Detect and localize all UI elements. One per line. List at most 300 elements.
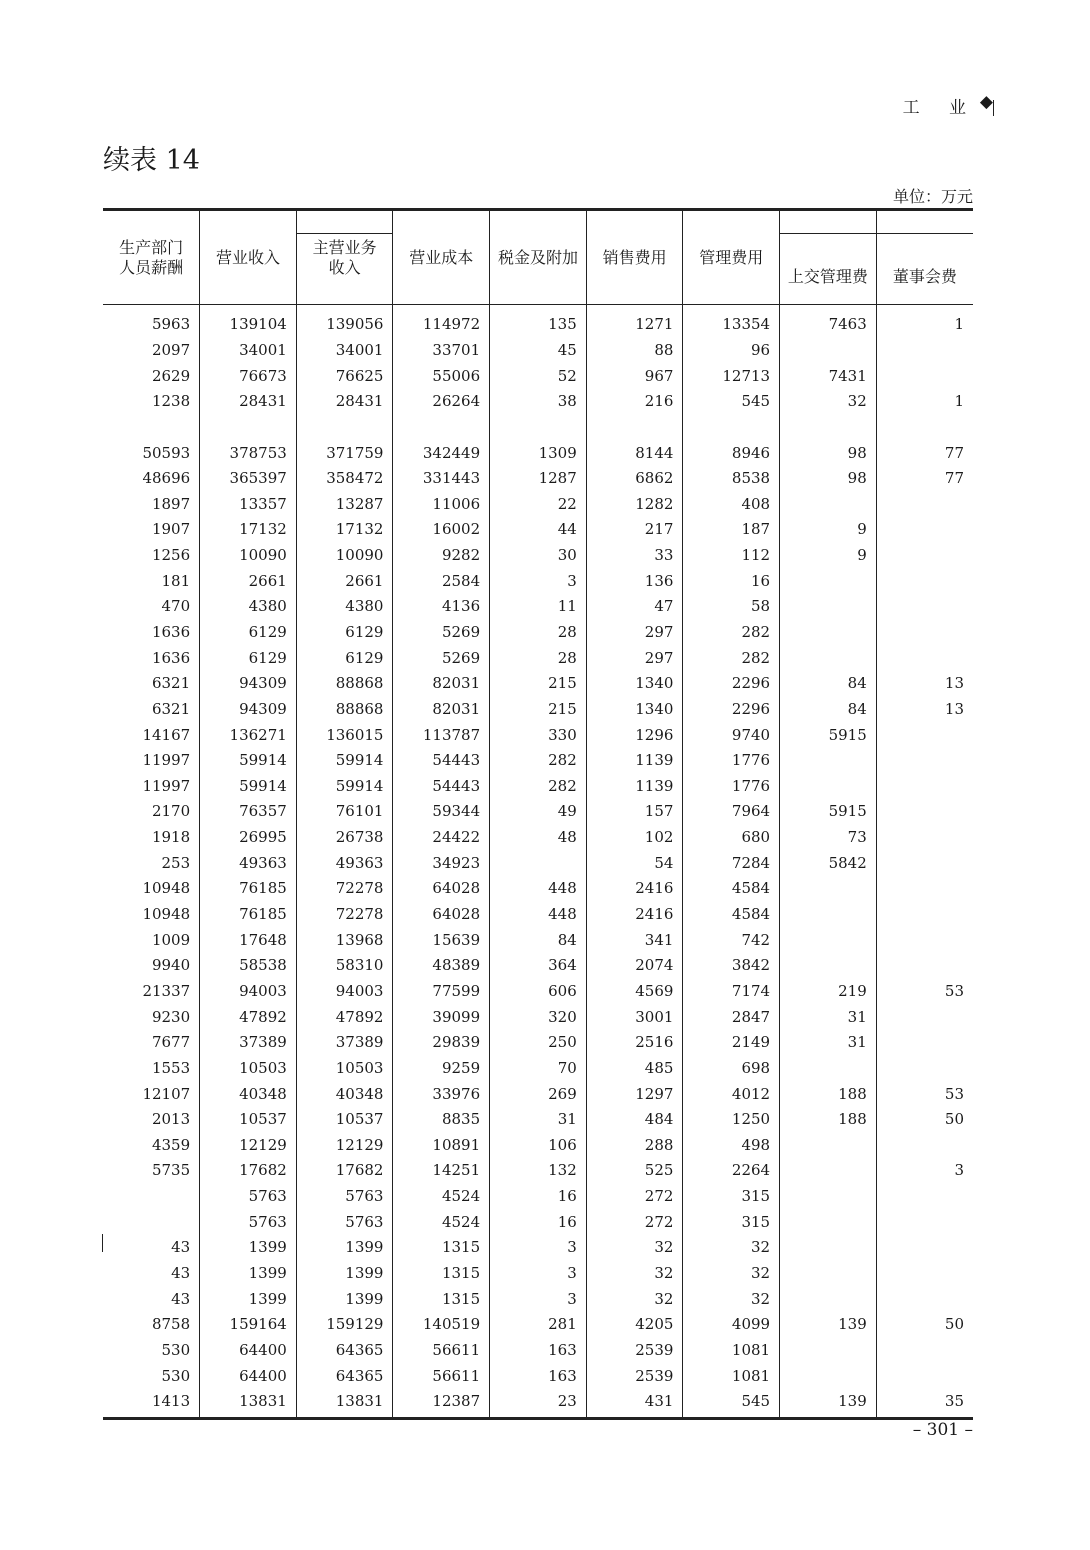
table-cell: 12129 — [296, 1133, 393, 1159]
table-cell — [876, 1056, 973, 1082]
table-cell — [876, 645, 973, 671]
table-cell: 219 — [780, 979, 877, 1005]
table-cell: 26738 — [296, 825, 393, 851]
table-row — [103, 1235, 973, 1261]
table-row — [103, 1107, 973, 1133]
table-row — [103, 363, 973, 389]
table-cell: 1081 — [683, 1338, 780, 1364]
table-cell: 5269 — [393, 645, 490, 671]
table-cell: 44 — [490, 517, 587, 543]
table-row — [103, 1209, 973, 1235]
table-cell — [876, 799, 973, 825]
table-cell — [780, 568, 877, 594]
table-cell: 1399 — [296, 1261, 393, 1287]
table-row — [103, 927, 973, 953]
table-row — [103, 722, 973, 748]
table-cell: 50 — [876, 1312, 973, 1338]
table-cell: 5269 — [393, 620, 490, 646]
table-cell: 139 — [780, 1389, 877, 1417]
table-cell — [876, 1030, 973, 1056]
table-cell: 1553 — [151, 1058, 191, 1077]
table-cell — [876, 568, 973, 594]
table-cell: 10090 — [200, 543, 297, 569]
table-cell: 1636 — [151, 648, 191, 667]
table-cell: 13968 — [296, 927, 393, 953]
table-cell: 58310 — [296, 953, 393, 979]
table-cell — [200, 415, 297, 441]
table-cell: 2296 — [683, 697, 780, 723]
table-cell: 40348 — [200, 1081, 297, 1107]
table-cell: 188 — [780, 1081, 877, 1107]
column-header: 营业成本 — [393, 210, 490, 305]
table-row — [103, 697, 973, 723]
table-cell: 139 — [780, 1312, 877, 1338]
table-cell: 545 — [683, 389, 780, 415]
table-cell: 94003 — [200, 979, 297, 1005]
table-cell: 13287 — [296, 491, 393, 517]
table-cell — [876, 1338, 973, 1364]
table-cell — [876, 415, 973, 441]
column-header: 主营业务 收入 — [296, 210, 393, 305]
table-cell: 2629 — [151, 366, 191, 385]
table-cell: 37389 — [296, 1030, 393, 1056]
table-cell: 2296 — [683, 671, 780, 697]
table-cell: 64365 — [296, 1338, 393, 1364]
table-cell: 281 — [490, 1312, 587, 1338]
table-cell: 14167 — [142, 725, 191, 744]
table-cell — [296, 415, 393, 441]
table-cell — [876, 953, 973, 979]
table-cell: 48389 — [393, 953, 490, 979]
table-cell: 2584 — [393, 568, 490, 594]
table-row — [103, 466, 973, 492]
table-cell: 1081 — [683, 1363, 780, 1389]
table-cell: 4524 — [393, 1209, 490, 1235]
unit-label: 单位：万元 — [892, 187, 973, 206]
diamond-icon: ◆ — [979, 92, 993, 112]
table-cell: 4569 — [586, 979, 683, 1005]
table-cell: 1256 — [151, 546, 191, 565]
table-cell: 530 — [161, 1340, 191, 1359]
table-cell: 11997 — [142, 751, 191, 770]
table-cell: 4380 — [296, 594, 393, 620]
table-cell: 7463 — [780, 305, 877, 338]
table-cell — [876, 620, 973, 646]
table-row — [103, 979, 973, 1005]
table-cell: 73 — [780, 825, 877, 851]
table-cell — [780, 620, 877, 646]
table-cell: 2170 — [151, 802, 191, 821]
table-cell: 55006 — [393, 363, 490, 389]
table-cell — [780, 876, 877, 902]
table-cell: 48696 — [142, 469, 191, 488]
column-header: 上交管理费 — [780, 210, 877, 305]
table-cell: 47892 — [296, 1004, 393, 1030]
table-cell: 23 — [490, 1389, 587, 1417]
table-row — [103, 1338, 973, 1364]
table-cell — [876, 1133, 973, 1159]
table-cell: 12713 — [683, 363, 780, 389]
data-table — [103, 208, 973, 1420]
table-cell: 15639 — [393, 927, 490, 953]
table-cell: 98 — [780, 440, 877, 466]
table-cell: 12107 — [142, 1084, 191, 1103]
table-cell: 59914 — [200, 748, 297, 774]
table-cell: 6321 — [151, 699, 191, 718]
table-cell: 8144 — [586, 440, 683, 466]
table-cell: 84 — [490, 927, 587, 953]
table-cell: 53 — [876, 979, 973, 1005]
table-cell: 2539 — [586, 1338, 683, 1364]
table-cell: 136015 — [296, 722, 393, 748]
table-cell: 967 — [586, 363, 683, 389]
table-row — [103, 1133, 973, 1159]
table-cell: 29839 — [393, 1030, 490, 1056]
table-cell: 139104 — [200, 305, 297, 338]
table-cell: 4136 — [393, 594, 490, 620]
table-cell: 43 — [171, 1264, 191, 1283]
table-cell: 59914 — [296, 748, 393, 774]
table-cell: 140519 — [393, 1312, 490, 1338]
table-cell: 159129 — [296, 1312, 393, 1338]
table-cell — [780, 1133, 877, 1159]
table-cell: 32 — [683, 1261, 780, 1287]
table-cell: 58538 — [200, 953, 297, 979]
table-cell — [780, 645, 877, 671]
table-row — [103, 774, 973, 800]
table-cell: 330 — [490, 722, 587, 748]
table-cell — [780, 1209, 877, 1235]
table-cell: 50 — [876, 1107, 973, 1133]
table-cell: 1315 — [393, 1235, 490, 1261]
table-cell: 64365 — [296, 1363, 393, 1389]
table-cell: 1399 — [200, 1261, 297, 1287]
table-cell: 4359 — [151, 1135, 191, 1154]
table-cell — [876, 1261, 973, 1287]
table-cell: 1315 — [393, 1261, 490, 1287]
table-cell: 31 — [780, 1004, 877, 1030]
table-cell: 282 — [490, 774, 587, 800]
table-cell: 1271 — [586, 305, 683, 338]
page-number: – 301 – — [912, 1420, 973, 1440]
table-cell: 50593 — [142, 443, 191, 462]
table-cell: 5763 — [296, 1209, 393, 1235]
table-cell: 282 — [490, 748, 587, 774]
table-cell: 269 — [490, 1081, 587, 1107]
table-cell: 17132 — [296, 517, 393, 543]
table-cell: 112 — [683, 543, 780, 569]
table-cell: 163 — [490, 1338, 587, 1364]
table-row — [103, 1004, 973, 1030]
table-cell: 10891 — [393, 1133, 490, 1159]
table-cell: 28431 — [296, 389, 393, 415]
table-cell: 6129 — [200, 645, 297, 671]
table-cell: 2149 — [683, 1030, 780, 1056]
table-cell: 5763 — [200, 1209, 297, 1235]
table-cell: 28431 — [200, 389, 297, 415]
table-cell: 315 — [683, 1209, 780, 1235]
table-cell: 1 — [876, 389, 973, 415]
table-cell — [780, 902, 877, 928]
table-cell: 76673 — [200, 363, 297, 389]
table-cell: 3 — [490, 568, 587, 594]
table-row — [103, 568, 973, 594]
table-cell: 1139 — [586, 748, 683, 774]
table-row — [103, 1312, 973, 1338]
table-cell: 54 — [586, 850, 683, 876]
table-cell: 2013 — [151, 1110, 191, 1129]
table-cell: 1282 — [586, 491, 683, 517]
table-cell: 76185 — [200, 876, 297, 902]
table-cell: 48 — [490, 825, 587, 851]
column-header: 董事会费 — [876, 210, 973, 305]
table-cell: 34001 — [200, 338, 297, 364]
table-row — [103, 338, 973, 364]
table-cell: 10090 — [296, 543, 393, 569]
table-cell: 1399 — [296, 1286, 393, 1312]
table-cell — [876, 1184, 973, 1210]
table-cell: 76185 — [200, 902, 297, 928]
table-cell: 545 — [683, 1389, 780, 1417]
table-cell: 216 — [586, 389, 683, 415]
table-cell — [876, 825, 973, 851]
table-cell: 59914 — [200, 774, 297, 800]
table-cell — [780, 1158, 877, 1184]
table-cell: 13831 — [296, 1389, 393, 1417]
table-cell: 485 — [586, 1056, 683, 1082]
table-row — [103, 1081, 973, 1107]
table-row — [103, 850, 973, 876]
table-cell: 10948 — [142, 905, 191, 924]
table-cell: 13357 — [200, 491, 297, 517]
table-row — [103, 671, 973, 697]
table-row — [103, 748, 973, 774]
table-cell: 77 — [876, 466, 973, 492]
table-cell — [780, 338, 877, 364]
table-cell: 132 — [490, 1158, 587, 1184]
table-cell: 3 — [490, 1261, 587, 1287]
table-cell: 38 — [490, 389, 587, 415]
table-cell: 45 — [490, 338, 587, 364]
table-cell: 96 — [683, 338, 780, 364]
table-cell: 1636 — [151, 623, 191, 641]
table-cell: 76357 — [200, 799, 297, 825]
table-cell: 16 — [490, 1184, 587, 1210]
table-cell: 17132 — [200, 517, 297, 543]
table-cell: 53 — [876, 1081, 973, 1107]
table-cell: 4380 — [200, 594, 297, 620]
table-cell — [103, 1209, 200, 1235]
table-cell: 54443 — [393, 774, 490, 800]
table-cell: 448 — [490, 876, 587, 902]
table-cell — [780, 594, 877, 620]
table-cell: 9259 — [393, 1056, 490, 1082]
table-cell: 297 — [586, 645, 683, 671]
table-cell: 680 — [683, 825, 780, 851]
table-cell: 136 — [586, 568, 683, 594]
table-cell: 76101 — [296, 799, 393, 825]
table-cell: 1297 — [586, 1081, 683, 1107]
table-cell: 9230 — [151, 1007, 191, 1026]
table-cell — [876, 1004, 973, 1030]
table-cell: 13 — [876, 697, 973, 723]
table-cell: 365397 — [200, 466, 297, 492]
table-cell: 4205 — [586, 1312, 683, 1338]
table-cell: 59914 — [296, 774, 393, 800]
table-cell: 1776 — [683, 774, 780, 800]
table-cell: 11006 — [393, 491, 490, 517]
table-cell: 88868 — [296, 697, 393, 723]
table-cell: 32 — [586, 1286, 683, 1312]
table-cell: 94309 — [200, 697, 297, 723]
table-cell — [780, 1056, 877, 1082]
table-cell: 16002 — [393, 517, 490, 543]
table-cell: 5915 — [780, 722, 877, 748]
table-row — [103, 440, 973, 466]
table-cell: 3 — [876, 1158, 973, 1184]
table-cell — [876, 748, 973, 774]
table-row — [103, 305, 973, 338]
table-cell: 3 — [490, 1235, 587, 1261]
table-cell: 1413 — [151, 1392, 191, 1411]
table-row — [103, 620, 973, 646]
table-cell: 1776 — [683, 748, 780, 774]
table-cell: 1287 — [490, 466, 587, 492]
table-cell: 72278 — [296, 902, 393, 928]
table-header-row — [103, 210, 973, 305]
table-cell — [876, 774, 973, 800]
table-cell: 1399 — [296, 1235, 393, 1261]
table-cell — [780, 1261, 877, 1287]
table-cell — [780, 927, 877, 953]
table-cell: 1238 — [151, 392, 191, 411]
table-cell: 28 — [490, 620, 587, 646]
table-cell — [490, 850, 587, 876]
table-cell: 408 — [683, 491, 780, 517]
table-cell: 28 — [490, 645, 587, 671]
table-cell — [780, 491, 877, 517]
table-cell: 3 — [490, 1286, 587, 1312]
table-cell — [876, 902, 973, 928]
table-cell: 4099 — [683, 1312, 780, 1338]
table-cell: 2516 — [586, 1030, 683, 1056]
table-cell: 94003 — [296, 979, 393, 1005]
column-header: 管理费用 — [683, 210, 780, 305]
table-cell: 40348 — [296, 1081, 393, 1107]
table-cell: 272 — [586, 1184, 683, 1210]
table-row — [103, 1056, 973, 1082]
table-cell: 37389 — [200, 1030, 297, 1056]
table-cell: 5763 — [296, 1184, 393, 1210]
table-cell: 72278 — [296, 876, 393, 902]
table-cell: 6129 — [296, 645, 393, 671]
table-cell: 17682 — [200, 1158, 297, 1184]
table-cell — [780, 774, 877, 800]
table-cell: 16 — [683, 568, 780, 594]
table-cell: 77 — [876, 440, 973, 466]
table-cell — [103, 1184, 200, 1210]
column-header: 销售费用 — [586, 210, 683, 305]
table-cell: 43 — [171, 1238, 191, 1257]
table-cell — [490, 415, 587, 441]
table-cell: 530 — [161, 1366, 191, 1385]
table-cell: 47 — [586, 594, 683, 620]
table-cell: 371759 — [296, 440, 393, 466]
table-row — [103, 415, 973, 441]
table-cell — [780, 1286, 877, 1312]
table-cell: 82031 — [393, 697, 490, 723]
table-cell: 64400 — [200, 1363, 297, 1389]
table-cell: 5915 — [780, 799, 877, 825]
table-cell: 2661 — [296, 568, 393, 594]
table-cell: 1250 — [683, 1107, 780, 1133]
table-cell: 1309 — [490, 440, 587, 466]
table-cell: 13354 — [683, 305, 780, 338]
table-cell: 9940 — [151, 956, 191, 975]
table-cell: 10503 — [200, 1056, 297, 1082]
running-head-rule — [993, 100, 994, 116]
table-cell: 49363 — [200, 850, 297, 876]
table-cell — [876, 722, 973, 748]
table-cell: 52 — [490, 363, 587, 389]
table-cell: 2416 — [586, 902, 683, 928]
table-cell: 11 — [490, 594, 587, 620]
table-row — [103, 1389, 973, 1417]
table-cell: 1399 — [200, 1286, 297, 1312]
table-cell: 5763 — [200, 1184, 297, 1210]
table-cell — [876, 1363, 973, 1389]
table-cell: 1 — [876, 305, 973, 338]
table-cell: 9282 — [393, 543, 490, 569]
table-cell: 58 — [683, 594, 780, 620]
table-cell: 187 — [683, 517, 780, 543]
table-cell: 470 — [161, 597, 191, 616]
table-body — [103, 305, 973, 1417]
table-cell: 217 — [586, 517, 683, 543]
table-cell — [780, 1338, 877, 1364]
table-cell: 9740 — [683, 722, 780, 748]
table-cell: 6129 — [296, 620, 393, 646]
table-cell — [780, 748, 877, 774]
table-cell: 84 — [780, 671, 877, 697]
table-cell: 181 — [161, 571, 191, 590]
table-cell: 32 — [780, 389, 877, 415]
table-cell: 136271 — [200, 722, 297, 748]
table-cell: 9 — [780, 543, 877, 569]
table-cell: 6862 — [586, 466, 683, 492]
table-cell: 34923 — [393, 850, 490, 876]
table-cell: 54443 — [393, 748, 490, 774]
table-cell: 139056 — [296, 305, 393, 338]
table-cell: 33 — [586, 543, 683, 569]
table-cell: 698 — [683, 1056, 780, 1082]
table-cell: 7284 — [683, 850, 780, 876]
table-cell: 88868 — [296, 671, 393, 697]
table-row — [103, 902, 973, 928]
table-cell: 35 — [876, 1389, 973, 1417]
table-cell: 4584 — [683, 876, 780, 902]
table-cell: 56611 — [393, 1363, 490, 1389]
table-cell: 484 — [586, 1107, 683, 1133]
table-cell: 82031 — [393, 671, 490, 697]
table-cell: 49 — [490, 799, 587, 825]
table-cell: 64028 — [393, 902, 490, 928]
table-cell: 315 — [683, 1184, 780, 1210]
table-cell: 56611 — [393, 1338, 490, 1364]
table-cell: 163 — [490, 1363, 587, 1389]
table-row — [103, 1261, 973, 1287]
table-cell: 1009 — [151, 930, 191, 949]
